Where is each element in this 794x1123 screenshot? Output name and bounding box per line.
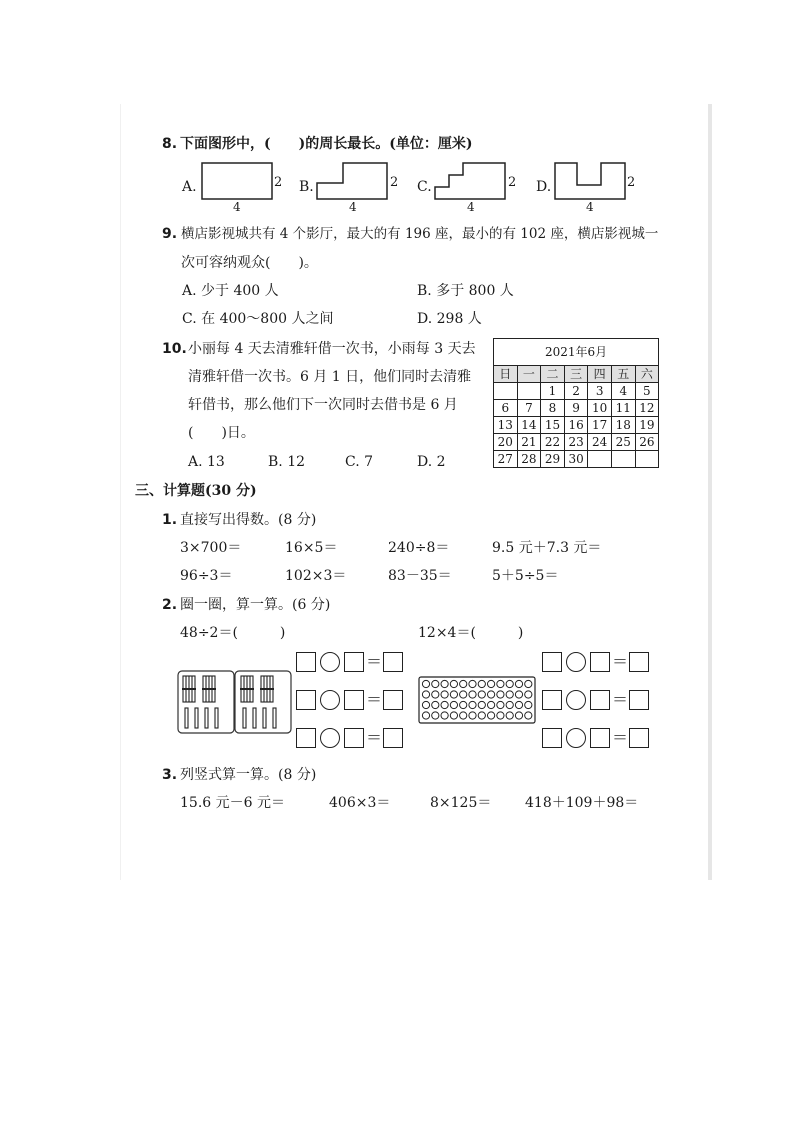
grid-dot <box>422 712 429 719</box>
calendar-day-cell <box>588 451 612 468</box>
answer-box[interactable] <box>629 728 649 748</box>
figure-a-width: 4 <box>233 200 241 214</box>
equals-sign: ＝ <box>612 690 629 709</box>
subquestion-title: 列竖式算一算。(8 分) <box>180 767 317 783</box>
grid-dot <box>478 680 485 687</box>
option-a-letter: A. <box>182 179 197 195</box>
grid-dot <box>515 712 522 719</box>
calendar-day-cell: 22 <box>541 434 565 451</box>
option-c-letter: C. <box>417 179 432 195</box>
staircase-shape <box>435 163 505 199</box>
grid-dot <box>506 712 513 719</box>
question-text-line-4: ( )日。 <box>188 425 255 441</box>
answer-box[interactable] <box>383 690 403 710</box>
calendar-day-cell <box>635 451 659 468</box>
calendar-day-cell: 3 <box>588 383 612 400</box>
question-number: 9. <box>162 226 178 242</box>
question-text-line-2: 清雅轩借一次书。6 月 1 日，他们同时去清雅 <box>188 369 472 385</box>
calendar-day-cell: 1 <box>541 383 565 400</box>
option-b: B. 多于 800 人 <box>417 283 514 299</box>
answer-box[interactable] <box>590 728 610 748</box>
grid-dot <box>525 680 532 687</box>
answer-box[interactable] <box>296 652 316 672</box>
grid-dot <box>422 680 429 687</box>
calendar-day-cell: 14 <box>517 417 541 434</box>
answer-box[interactable] <box>542 652 562 672</box>
answer-box[interactable] <box>296 690 316 710</box>
grid-dot <box>432 691 439 698</box>
grid-dot <box>441 712 448 719</box>
stick-bundle <box>182 676 196 702</box>
stick-bundle <box>260 676 274 702</box>
calendar-header-cell: 二 <box>541 366 565 383</box>
calendar-title: 2021年6月 <box>494 339 659 366</box>
calendar-day-cell: 13 <box>494 417 518 434</box>
grid-dot <box>525 712 532 719</box>
operator-circle[interactable] <box>566 652 586 672</box>
calendar-day-cell: 9 <box>564 400 588 417</box>
dot-grid-illustration <box>418 676 536 724</box>
right-expression: 12×4＝( ) <box>418 625 524 641</box>
rectangle-shape <box>202 163 272 199</box>
calendar-day-cell: 25 <box>611 434 635 451</box>
option-d: D. 2 <box>417 454 446 470</box>
stick-bundle <box>240 676 254 702</box>
calendar-day-cell: 2 <box>564 383 588 400</box>
step-shape <box>317 163 387 199</box>
stick-bundle <box>202 676 216 702</box>
grid-dot <box>478 712 485 719</box>
grid-dot <box>450 680 457 687</box>
calc-item: 83－35＝ <box>388 568 452 584</box>
grid-dot <box>525 691 532 698</box>
answer-box[interactable] <box>344 652 364 672</box>
vertical-calc-item: 418＋109＋98＝ <box>525 795 639 811</box>
calendar-day-cell: 15 <box>541 417 565 434</box>
grid-dot <box>469 712 476 719</box>
answer-box[interactable] <box>590 690 610 710</box>
subquestion-title: 直接写出得数。(8 分) <box>180 512 317 528</box>
grid-dot <box>469 691 476 698</box>
equals-sign: ＝ <box>366 690 383 709</box>
calendar-day-cell: 24 <box>588 434 612 451</box>
grid-dot <box>460 691 467 698</box>
answer-box[interactable] <box>383 652 403 672</box>
calc-item: 9.5 元＋7.3 元＝ <box>492 540 602 556</box>
calc-item: 5＋5÷5＝ <box>492 568 559 584</box>
option-d-letter: D. <box>536 179 552 195</box>
answer-box[interactable] <box>542 690 562 710</box>
calendar-day-cell: 23 <box>564 434 588 451</box>
calendar-day-cell: 18 <box>611 417 635 434</box>
question-text-line-1: 小丽每 4 天去清雅轩借一次书，小雨每 3 天去 <box>188 341 476 357</box>
grid-dot <box>432 680 439 687</box>
calendar-day-cell: 7 <box>517 400 541 417</box>
grid-dot <box>432 712 439 719</box>
grid-dot <box>488 680 495 687</box>
grid-dot <box>422 691 429 698</box>
calendar-header-cell: 五 <box>611 366 635 383</box>
question-text: 下面图形中，( )的周长最长。(单位：厘米) <box>180 136 473 152</box>
operator-circle[interactable] <box>320 728 340 748</box>
calendar-day-cell: 16 <box>564 417 588 434</box>
subquestion-number: 1. <box>162 512 178 528</box>
calendar-header-cell: 日 <box>494 366 518 383</box>
option-a: A. 少于 400 人 <box>182 283 279 299</box>
calendar-header-cell: 一 <box>517 366 541 383</box>
subquestion-number: 2. <box>162 597 178 613</box>
subquestion-title: 圈一圈，算一算。(6 分) <box>180 597 331 613</box>
figure-d-width: 4 <box>586 200 594 214</box>
operator-circle[interactable] <box>566 690 586 710</box>
operator-circle[interactable] <box>320 652 340 672</box>
grid-dot <box>497 691 504 698</box>
calendar-header-cell: 三 <box>564 366 588 383</box>
grid-dot <box>422 701 429 708</box>
answer-box[interactable] <box>590 652 610 672</box>
grid-dot <box>460 712 467 719</box>
grid-dot <box>469 701 476 708</box>
grid-dot <box>478 691 485 698</box>
calendar-day-cell: 4 <box>611 383 635 400</box>
answer-box[interactable] <box>629 690 649 710</box>
answer-box[interactable] <box>344 690 364 710</box>
calendar-day-cell: 12 <box>635 400 659 417</box>
vertical-calc-item: 15.6 元－6 元＝ <box>180 795 285 811</box>
calc-item: 16×5＝ <box>285 540 338 556</box>
option-c: C. 7 <box>345 454 374 470</box>
grid-dot <box>441 691 448 698</box>
grid-dot <box>441 680 448 687</box>
grid-dot <box>488 691 495 698</box>
grid-dot <box>525 701 532 708</box>
grid-dot <box>432 701 439 708</box>
single-sticks <box>185 708 276 728</box>
option-b-letter: B. <box>299 179 314 195</box>
grid-dot <box>515 680 522 687</box>
calendar-day-cell: 20 <box>494 434 518 451</box>
grid-dot <box>450 712 457 719</box>
grid-dot <box>478 701 485 708</box>
answer-box[interactable] <box>629 652 649 672</box>
grid-dot <box>506 701 513 708</box>
notched-shape <box>555 163 625 199</box>
grid-dot <box>450 701 457 708</box>
calendar-day-cell: 29 <box>541 451 565 468</box>
grid-dot <box>515 701 522 708</box>
grid-dot <box>488 712 495 719</box>
calendar-day-cell: 30 <box>564 451 588 468</box>
answer-box[interactable] <box>542 728 562 748</box>
calendar-june-2021 <box>493 338 659 468</box>
option-a: A. 13 <box>188 454 225 470</box>
equals-sign: ＝ <box>612 652 629 671</box>
subquestion-number: 3. <box>162 767 178 783</box>
page-right-edge <box>708 104 712 880</box>
equals-sign: ＝ <box>366 652 383 671</box>
calendar-day-cell: 11 <box>611 400 635 417</box>
grid-dot <box>506 691 513 698</box>
grid-dot <box>488 701 495 708</box>
option-b: B. 12 <box>268 454 306 470</box>
vertical-calc-item: 406×3＝ <box>329 795 391 811</box>
answer-box[interactable] <box>344 728 364 748</box>
calc-item: 102×3＝ <box>285 568 347 584</box>
vertical-calc-item: 8×125＝ <box>430 795 492 811</box>
calendar-day-cell <box>494 383 518 400</box>
grid-dot <box>506 680 513 687</box>
calendar-day-cell: 6 <box>494 400 518 417</box>
question-text-line-1: 横店影视城共有 4 个影厅，最大的有 196 座，最小的有 102 座，横店影视城一 <box>181 226 659 242</box>
question-text-line-3: 轩借书，那么他们下一次同时去借书是 6 月 <box>188 397 458 413</box>
operator-circle[interactable] <box>320 690 340 710</box>
stick-bundles-illustration <box>177 670 293 734</box>
question-text-line-2: 次可容纳观众( )。 <box>181 255 318 271</box>
section-title: 三、计算题(30 分) <box>135 483 257 499</box>
calc-item: 96÷3＝ <box>180 568 233 584</box>
figure-a-height: 2 <box>274 175 283 190</box>
calendar-header-cell: 四 <box>588 366 612 383</box>
grid-dot <box>497 680 504 687</box>
calendar-day-cell: 21 <box>517 434 541 451</box>
grid-dot <box>460 680 467 687</box>
calendar-day-cell <box>517 383 541 400</box>
figure-b-width: 4 <box>349 200 357 214</box>
equals-sign: ＝ <box>612 728 629 747</box>
calendar-header-cell: 六 <box>635 366 659 383</box>
calendar-day-cell: 17 <box>588 417 612 434</box>
operator-circle[interactable] <box>566 728 586 748</box>
calendar-day-cell <box>611 451 635 468</box>
answer-box[interactable] <box>296 728 316 748</box>
calc-item: 240÷8＝ <box>388 540 450 556</box>
calendar-day-cell: 8 <box>541 400 565 417</box>
grid-dot <box>441 701 448 708</box>
figure-c-width: 4 <box>467 200 475 214</box>
grid-dot <box>450 691 457 698</box>
option-d: D. 298 人 <box>417 311 482 327</box>
figure-b-height: 2 <box>390 175 399 190</box>
calendar-day-cell: 19 <box>635 417 659 434</box>
equals-sign: ＝ <box>366 728 383 747</box>
grid-dot <box>497 712 504 719</box>
figure-c-height: 2 <box>508 175 517 190</box>
option-c: C. 在 400～800 人之间 <box>182 311 334 327</box>
calendar-day-cell: 10 <box>588 400 612 417</box>
answer-box[interactable] <box>383 728 403 748</box>
grid-dot <box>515 691 522 698</box>
calendar-day-cell: 26 <box>635 434 659 451</box>
grid-dot <box>469 680 476 687</box>
calc-item: 3×700＝ <box>180 540 242 556</box>
left-expression: 48÷2＝( ) <box>180 625 286 641</box>
figure-d-height: 2 <box>627 175 636 190</box>
calendar-day-cell: 27 <box>494 451 518 468</box>
question-number: 10. <box>162 341 187 357</box>
page-left-edge <box>120 104 121 880</box>
calendar-day-cell: 28 <box>517 451 541 468</box>
question-number: 8. <box>162 136 178 152</box>
grid-dot <box>460 701 467 708</box>
grid-dot <box>497 701 504 708</box>
calendar-day-cell: 5 <box>635 383 659 400</box>
